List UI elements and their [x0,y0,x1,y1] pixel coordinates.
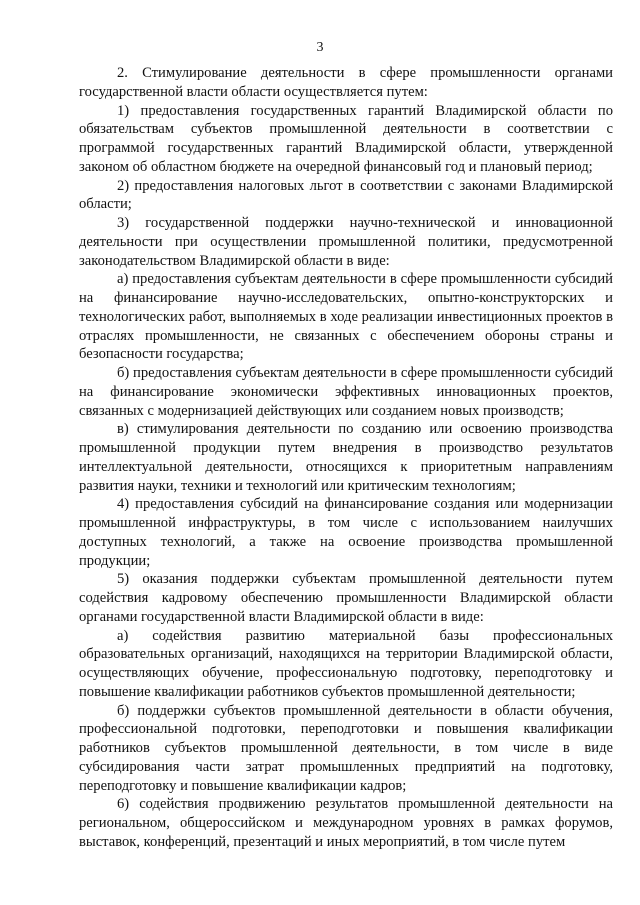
page-number: 3 [316,40,324,55]
paragraph-item-2: 2) предоставления налоговых льгот в соответствии с законами Владимирской области; [79,177,613,213]
paragraph-item-5b: б) поддержки субъектов промышленной деятельности в области обучения, профессиональной подготовки, переподготовки и повышения квалификации работников субъектов промышленной деятельности, в том числе в виде субсидирования части затрат промышленных предприятий на подготовку, переподготовку и повышение квалификации кадров; [79,702,613,794]
document-body [79,64,613,852]
paragraph-item-6: 6) содействия продвижению результатов промышленной деятельности на региональном, общероссийском и международном уровнях в рамках форумов, выставок, конференций, презентаций и иных мероприятий, в том числе путем [79,796,613,850]
paragraph-item-5a: а) содействия развитию материальной базы профессиональных образовательных организаций, находящихся на территории Владимирской области, осуществляющих обучение, профессиональную подготовку, переподготовку и повышение квалификации работников субъектов промышленной деятельности; [79,627,613,700]
paragraph-item-3b: б) предоставления субъектам деятельности в сфере промышленности субсидий на финансирование экономически эффективных инновационных проектов, связанных с модернизацией действующих или созданием новых производств; [79,365,613,419]
paragraph-item-3v: в) стимулирования деятельности по созданию или освоению производства промышленной продукции путем внедрения в производство результатов интеллектуальной деятельности, относящихся к приоритетным направлениям развития науки, техники и технологий или критическим технологиям; [79,421,613,494]
paragraph-item-3a: а) предоставления субъектам деятельности в сфере промышленности субсидий на финансирование научно-исследовательских, опытно-конструкторских и технологических работ, выполняемых в ходе реализации инвестиционных проектов в отраслях промышленности, не связанных с обеспечением обороны страны и безопасности государства; [79,271,613,363]
paragraph-item-4: 4) предоставления субсидий на финансирование создания или модернизации промышленной инфраструктуры, в том числе с использованием наилучших доступных технологий, а также на освоение производства промышленной продукции; [79,496,613,569]
paragraph-item-3: 3) государственной поддержки научно-технической и инновационной деятельности при осуществлении промышленной политики, предусмотренной законодательством Владимирской области в виде: [79,215,613,269]
paragraph-2-intro: 2. Стимулирование деятельности в сфере промышленности органами государственной власти области осуществляется путем: [79,65,613,100]
paragraph-item-5: 5) оказания поддержки субъектам промышленной деятельности путем содействия кадровому обеспечению промышленности Владимирской области органами государственной власти Владимирской области в виде: [79,571,613,625]
paragraph-item-1: 1) предоставления государственных гарантий Владимирской области по обязательствам субъектов промышленной деятельности в соответствии с программой государственных гарантий Владимирской области, утвержденной законом об областном бюджете на очередной финансовый год и плановый период; [79,102,613,175]
